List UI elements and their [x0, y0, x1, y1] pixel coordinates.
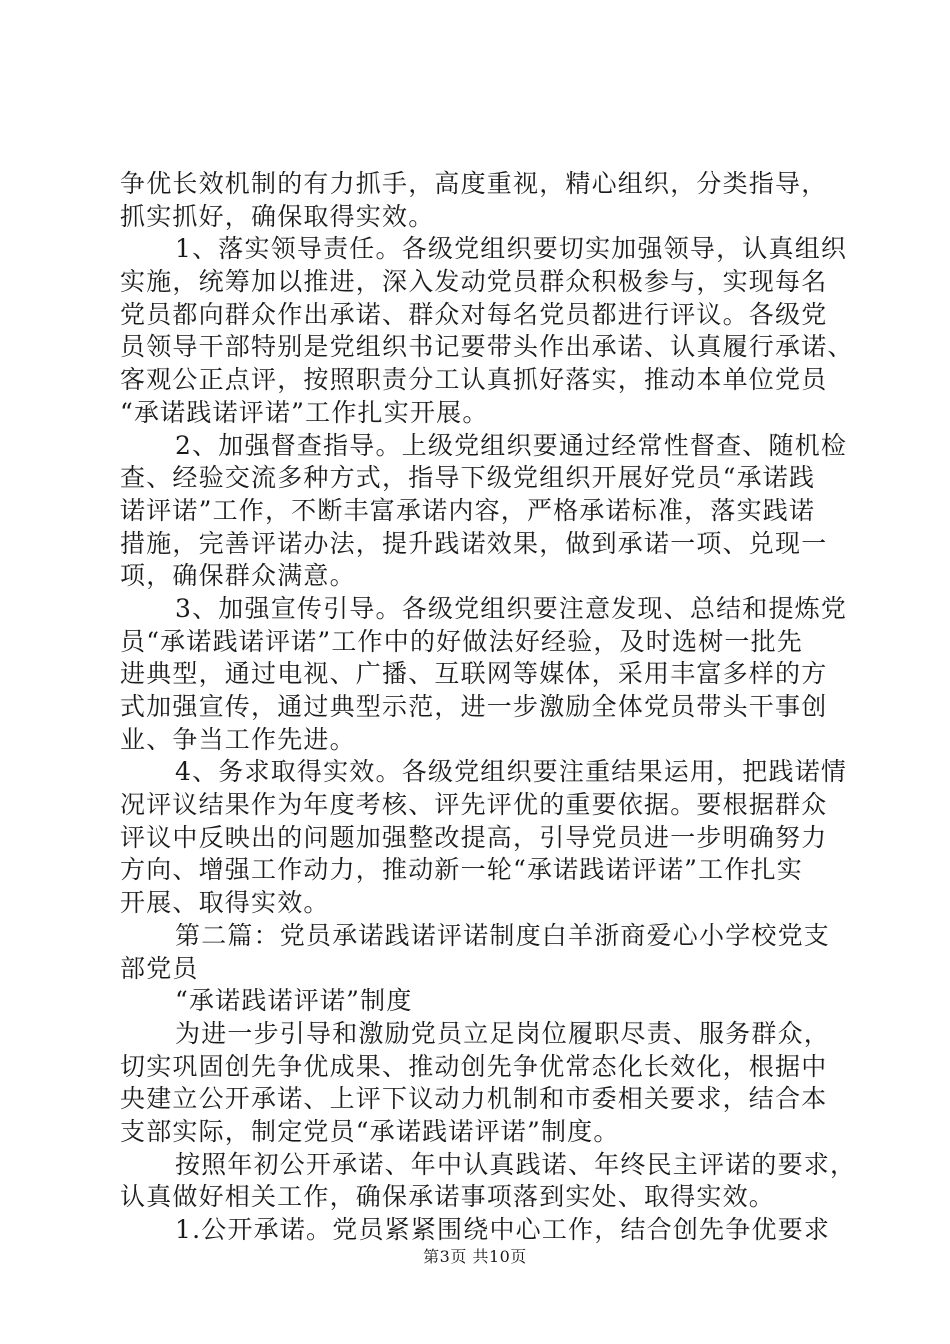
- text-line: 式加强宣传，通过典型示范，进一步激励全体党员带头干事创: [120, 692, 828, 721]
- text-line: 措施，完善评诺办法，提升践诺效果，做到承诺一项、兑现一: [120, 528, 828, 558]
- text-line: 开展、取得实效。: [120, 888, 330, 918]
- section-title-continued: 部党员: [120, 953, 199, 983]
- text-line: 进典型，通过电视、广播、互联网等媒体，采用丰富多样的方: [120, 659, 828, 689]
- list-item-heading: 1、落实领导责任。各级党组织要切实加强领导，认真组织: [175, 234, 848, 264]
- document-body: [120, 168, 857, 1247]
- text-line: 争优长效机制的有力抓手，高度重视，精心组织，分类指导，: [120, 169, 828, 198]
- paragraph-start: 为进一步引导和激励党员立足岗位履职尽责、服务群众，: [175, 1018, 831, 1048]
- text-line: 诺评诺”工作，不断丰富承诺内容，严格承诺标准，落实践诺: [120, 495, 816, 525]
- text-line: 认真做好相关工作，确保承诺事项落到实处、取得实效。: [120, 1182, 776, 1212]
- text-line: “承诺践诺评诺”工作扎实开展。: [120, 397, 489, 427]
- list-item-heading: 4、务求取得实效。各级党组织要注重结果运用，把践诺情: [175, 757, 848, 787]
- text-line: 员“承诺践诺评诺”工作中的好做法好经验，及时选树一批先: [120, 626, 803, 656]
- text-line: 抓实抓好，确保取得实效。: [120, 201, 435, 231]
- text-line: 实施，统筹加以推进，深入发动党员群众积极参与，实现每名: [120, 267, 828, 297]
- text-line: 党员都向群众作出承诺、群众对每名党员都进行评议。各级党: [120, 299, 828, 329]
- section-title: 第二篇：党员承诺践诺评诺制度白羊浙商爱心小学校党支: [175, 920, 831, 950]
- text-line: 客观公正点评，按照职责分工认真抓好落实，推动本单位党员: [120, 365, 828, 395]
- text-line: 员领导干部特别是党组织书记要带头作出承诺、认真履行承诺、: [120, 332, 854, 362]
- list-item-heading: 2、加强督查指导。上级党组织要通过经常性督查、随机检: [175, 430, 848, 460]
- text-line: 支部实际，制定党员“承诺践诺评诺”制度。: [120, 1116, 620, 1146]
- list-item-heading: 3、加强宣传引导。各级党组织要注意发现、总结和提炼党: [175, 593, 848, 623]
- list-item-heading: 1.公开承诺。党员紧紧围绕中心工作，结合创先争优要求: [175, 1215, 831, 1244]
- text-line: 方向、增强工作动力，推动新一轮“承诺践诺评诺”工作扎实: [120, 855, 803, 885]
- page-indicator: 第3页 共10页: [423, 1247, 527, 1266]
- text-line: 业、争当工作先进。: [120, 724, 356, 754]
- text-line: 项，确保群众满意。: [120, 561, 356, 591]
- text-line: 况评议结果作为年度考核、评先评优的重要依据。要根据群众: [120, 790, 828, 820]
- text-line: 评议中反映出的问题加强整改提高，引导党员进一步明确努力: [120, 822, 828, 852]
- text-line: 切实巩固创先争优成果、推动创先争优常态化长效化，根据中: [120, 1051, 828, 1081]
- text-line: 央建立公开承诺、上评下议动力机制和市委相关要求，结合本: [120, 1084, 828, 1114]
- paragraph-start: 按照年初公开承诺、年中认真践诺、年终民主评诺的要求，: [175, 1149, 857, 1179]
- text-line: 查、经验交流多种方式，指导下级党组织开展好党员“承诺践: [120, 463, 816, 493]
- section-subtitle: “承诺践诺评诺”制度: [175, 986, 413, 1016]
